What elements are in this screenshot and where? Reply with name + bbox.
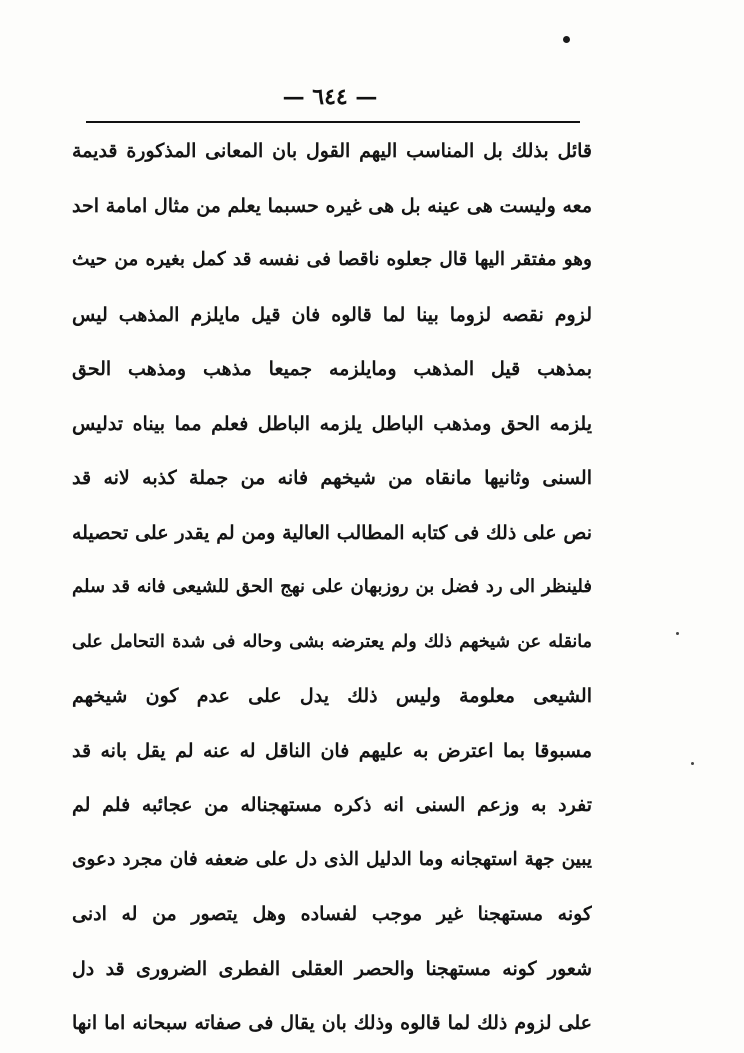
text-line: يبين جهة استهجانه وما الدليل الذى دل على ضعفه فان مجرد دعوى bbox=[72, 848, 592, 870]
ink-dot bbox=[563, 36, 570, 43]
text-line: لزوم نقصه لزوما بينا لما قالوه فان قيل مايلزم المذهب ليس bbox=[72, 303, 592, 326]
page-number: — ٦٤٤ — bbox=[282, 84, 378, 110]
text-line: فلينظر الى رد فضل بن روزبهان على نهج الحق للشيعى فانه قد سلم bbox=[72, 576, 592, 597]
text-line: على لزوم ذلك لما قالوه وذلك بان يقال فى صفاته سبحانه اما انها bbox=[72, 1012, 592, 1034]
text-line: كونه مستهجنا غير موجب لفساده وهل يتصور من له ادنى bbox=[72, 903, 592, 925]
text-line: يلزمه الحق ومذهب الباطل يلزمه الباطل فعلم مما بيناه تدليس bbox=[72, 412, 592, 435]
text-line: تفرد به وزعم السنى انه ذكره مستهجناله من عجائبه فلم لم bbox=[72, 794, 592, 816]
text-line: وهو مفتقر اليها قال جعلوه ناقصا فى نفسه قد كمل بغيره من حيث bbox=[72, 249, 592, 270]
header-rule bbox=[86, 121, 580, 123]
text-line: قائل بذلك بل المناسب اليهم القول بان المعانى المذكورة قديمة bbox=[72, 140, 592, 162]
text-line: السنى وثانيها مانقاه من شيخهم فانه من جملة كذبه لانه قد bbox=[72, 467, 592, 489]
text-line: نص على ذلك فى كتابه المطالب العالية ومن لم يقدر على تحصيله bbox=[72, 521, 592, 544]
text-body bbox=[72, 124, 592, 1051]
text-line: بمذهب قيل المذهب ومايلزمه جميعا مذهب ومذهب الحق bbox=[72, 358, 592, 380]
text-line: معه وليست هى عينه بل هى غيره حسبما يعلم من مثال امامة احد bbox=[72, 194, 592, 217]
text-line: الشيعى معلومة وليس ذلك يدل على عدم كون شيخهم bbox=[72, 685, 592, 707]
text-line: مانقله عن شيخهم ذلك ولم يعترضه بشى وحاله فى شدة التحامل على bbox=[72, 631, 592, 652]
ink-speck bbox=[691, 762, 694, 765]
text-line: مسبوقا بما اعترض به عليهم فان الناقل له عنه لم يقل بانه قد bbox=[72, 739, 592, 762]
ink-speck bbox=[676, 632, 679, 635]
text-line: شعور كونه مستهجنا والحصر العقلى الفطرى الضرورى قد دل bbox=[72, 957, 592, 980]
